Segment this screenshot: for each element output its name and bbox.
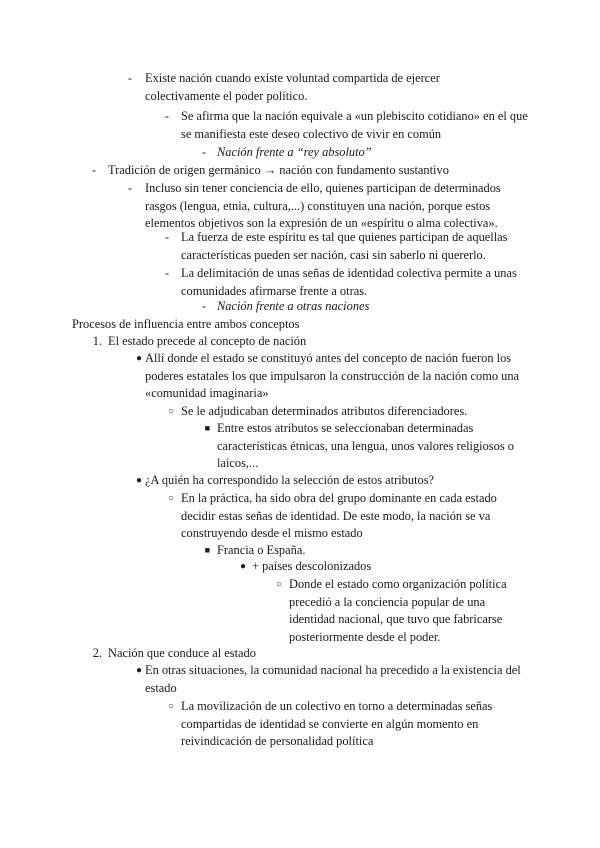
square-bullet: ■	[204, 423, 210, 433]
disc-bullet: ●	[239, 561, 246, 572]
dash-marker: -	[164, 109, 169, 123]
list-item-text: Se afirma que la nación equivale a «un plebiscito cotidiano» en el que se manifiesta este deseo colectivo de vivir en común	[181, 109, 528, 141]
list-item-text: ¿A quién ha correspondido la selección de estos atributos?	[145, 473, 435, 487]
circle-bullet: ○	[167, 493, 174, 504]
dash-marker: -	[91, 163, 96, 177]
list-item-text: Nación frente a otras naciones	[217, 299, 370, 313]
section-heading: Procesos de influencia entre ambos conceptos	[72, 317, 300, 331]
list-item-text: En otras situaciones, la comunidad nacional ha precedido a la existencia del estado	[145, 663, 521, 695]
list-item-text: La delimitación de unas señas de identidad colectiva permite a unas comunidades afirmarse frente a otras.	[181, 266, 517, 298]
dash-marker: -	[164, 230, 169, 244]
list-item-text: La fuerza de este espíritu es tal que quienes participan de aquellas características pueden ser nación, casi sin saberlo ni quererlo.	[181, 230, 508, 262]
list-item-text: El estado precede al concepto de nación	[108, 334, 307, 348]
circle-bullet: ○	[167, 406, 174, 417]
number-marker: 2.	[92, 646, 102, 660]
list-item-text: Se le adjudicaban determinados atributos diferenciadores.	[181, 404, 468, 418]
list-item-text: Entre estos atributos se seleccionaban determinadas características étnicas, una lengua, unos valores religiosos o laicos,...	[217, 421, 514, 471]
square-bullet: ■	[204, 545, 210, 555]
circle-bullet: ○	[275, 579, 282, 590]
number-marker: 1.	[92, 334, 102, 348]
dash-marker: -	[127, 71, 132, 85]
circle-bullet: ○	[167, 701, 174, 712]
list-item-text: Existe nación cuando existe voluntad compartida de ejercer colectivamente el poder político.	[145, 71, 440, 103]
list-item-text: Nación que conduce al estado	[108, 646, 256, 660]
list-item-text: Nación frente a “rey absoluto”	[217, 145, 372, 159]
dash-marker: -	[127, 181, 132, 195]
dash-marker: -	[201, 299, 206, 313]
disc-bullet: ●	[135, 475, 142, 486]
disc-bullet: ●	[135, 665, 142, 676]
list-item-text: Francia o España.	[217, 543, 306, 557]
list-item-text: Tradición de origen germánico → nación con fundamento sustantivo	[108, 163, 449, 177]
list-item-text: Allí donde el estado se constituyó antes del concepto de nación fueron los poderes estatales los que impulsaron la construcción de la nación como una «comunidad imaginaria»	[145, 351, 520, 401]
dash-marker: -	[164, 266, 169, 280]
list-item-text: En la práctica, ha sido obra del grupo dominante en cada estado decidir estas señas de identidad. De este modo, la nación se va construyendo desde el mismo estado	[181, 491, 497, 541]
dash-marker: -	[201, 145, 206, 159]
disc-bullet: ●	[135, 353, 142, 364]
list-item-text: La movilización de un colectivo en torno a determinadas señas compartidas de identidad se convierte en algún momento en reivindicación de personalidad política	[181, 699, 493, 749]
list-item-text: Donde el estado como organización política precedió a la conciencia popular de una identidad nacional, que tuvo que fabricarse posteriormente desde el poder.	[289, 577, 507, 644]
list-item-text: + países descolonizados	[252, 559, 372, 573]
list-item-text: Incluso sin tener conciencia de ello, quienes participan de determinados rasgos (lengua, etnia, cultura,...) constituyen una nación, porque estos elementos objetivos son la expresión de un «espíritu o alma colectiva».	[145, 181, 501, 231]
